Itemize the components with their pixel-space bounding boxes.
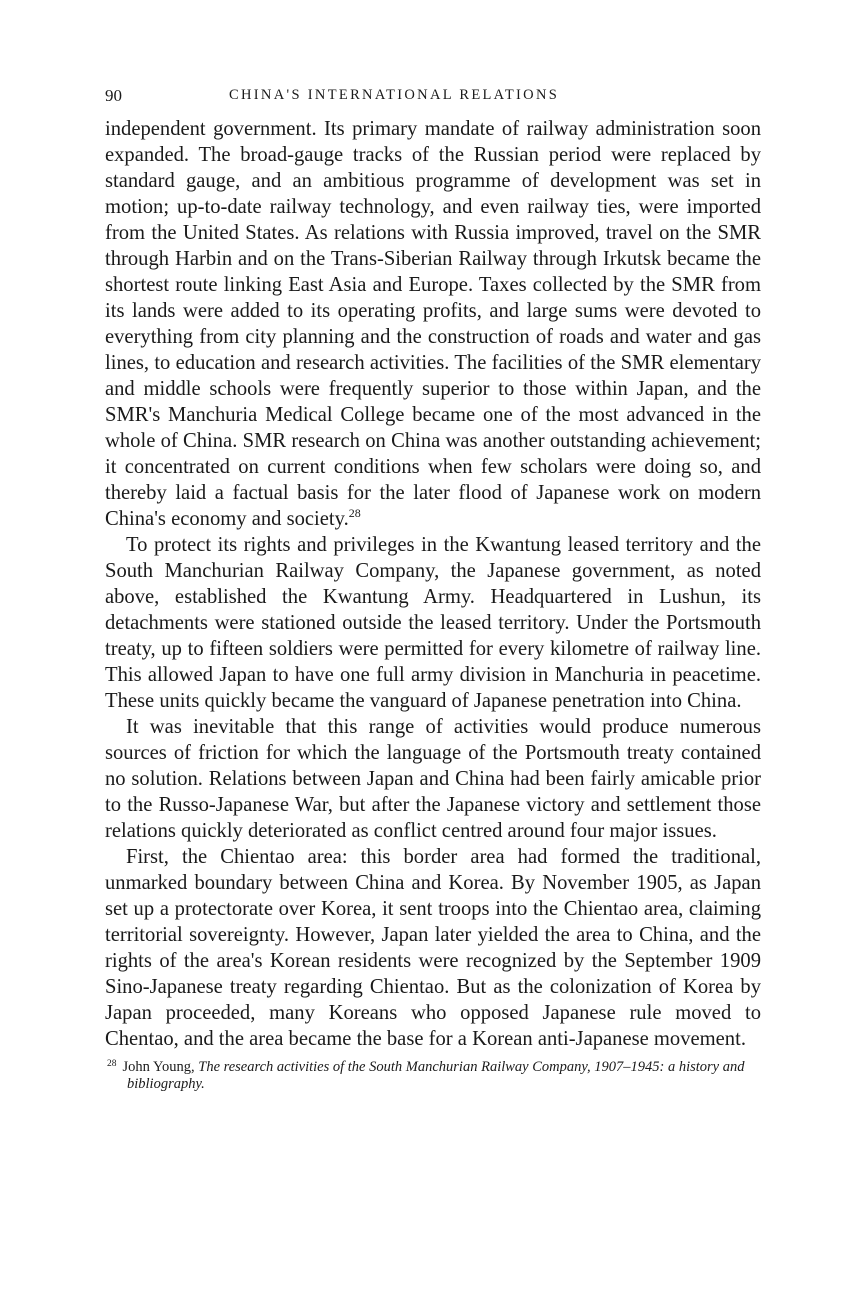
paragraph-text: independent government. Its primary mandate of railway administration soon expanded. The broad-gauge tracks of the Russian period were replaced by standard gauge, and an ambitious programme of development was set in motion; up-to-date railway technology, and even railway ties, were imported from the United States. As relations with Russia improved, travel on the SMR through Harbin and on the Trans-Siberian Railway through Irkutsk became the shortest route linking East Asia and Europe. Taxes collected by the SMR from its lands were added to its operating profits, and large sums were devoted to everything from city planning and the construction of roads and water and gas lines, to education and research activities. The facilities of the SMR elementary and middle schools were frequently superior to those within Japan, and the SMR's Manchuria Medical College became one of the most advanced in the whole of China. SMR research on China was another outstanding achievement; it concentrated on current conditions when few scholars were doing so, and thereby laid a factual basis for the later flood of Japanese work on modern China's economy and society. [105, 118, 761, 530]
page-number: 90 [105, 86, 122, 105]
paragraph [105, 714, 761, 844]
footnote-reference: 28 [348, 506, 361, 520]
footnote-author: John Young, [122, 1059, 195, 1075]
running-title: CHINA'S INTERNATIONAL RELATIONS [229, 87, 560, 103]
footnote [105, 1059, 761, 1093]
footnote-title: The research activities of the South Manchurian Railway Company, 1907–1945: a history and bibliography. [127, 1059, 745, 1092]
paragraph-text: To protect its rights and privileges in the Kwantung leased territory and the South Manchurian Railway Company, the Japanese government, as noted above, established the Kwantung Army. Headquartered in Lushun, its detachments were stationed outside the leased territory. Under the Portsmouth treaty, up to fifteen soldiers were permitted for every kilometre of railway line. This allowed Japan to have one full army division in Manchuria in peacetime. These units quickly became the vanguard of Japanese penetration into China. [105, 534, 761, 712]
paragraph-text: It was inevitable that this range of activities would produce numerous sources of friction for which the language of the Portsmouth treaty contained no solution. Relations between Japan and China had been fairly amicable prior to the Russo-Japanese War, but after the Japanese victory and settlement those relations quickly deteriorated as conflict centred around four major issues. [105, 716, 761, 842]
body-text [105, 116, 761, 1052]
book-page [105, 86, 761, 1093]
paragraph [105, 844, 761, 1052]
paragraph-text: First, the Chientao area: this border area had formed the traditional, unmarked boundary between China and Korea. By November 1905, as Japan set up a protectorate over Korea, it sent troops into the Chientao area, claiming territorial sovereignty. However, Japan later yielded the area to China, and the rights of the area's Korean residents were recognized by the September 1909 Sino-Japanese treaty regarding Chientao. But as the colonization of Korea by Japan proceeded, many Koreans who opposed Japanese rule moved to Chentao, and the area became the base for a Korean anti-Japanese movement. [105, 846, 761, 1050]
footnote-mark: 28 [107, 1059, 117, 1069]
running-head [105, 86, 761, 116]
paragraph [105, 116, 761, 532]
paragraph [105, 532, 761, 714]
